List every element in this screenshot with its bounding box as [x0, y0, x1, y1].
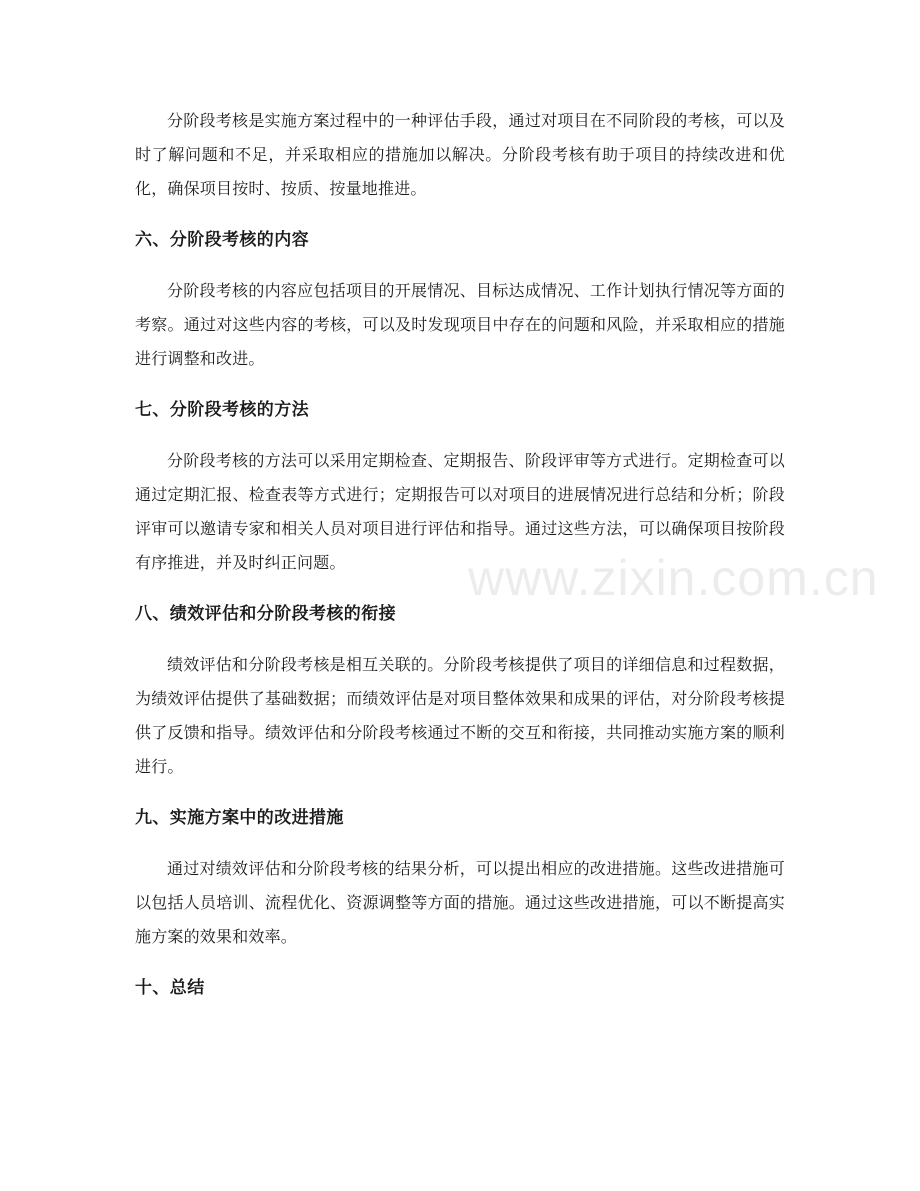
spacer — [135, 427, 785, 444]
watermark-text: www.zixin.com.cn — [468, 550, 879, 606]
section-paragraph-6: 分阶段考核的内容应包括项目的开展情况、目标达成情况、工作计划执行情况等方面的考察。通过对这些内容的考核，可以及时发现项目中存在的问题和风险，并采取相应的措施进行调整和改进。 — [135, 281, 785, 368]
spacer — [135, 954, 785, 971]
spacer — [135, 631, 785, 648]
spacer — [135, 206, 785, 223]
section-heading-10: 十、总结 — [135, 978, 205, 998]
section-paragraph-7: 分阶段考核的方法可以采用定期检查、定期报告、阶段评审等方式进行。定期检查可以通过定期汇报、检查表等方式进行；定期报告可以对项目的进展情况进行总结和分析；阶段评审可以邀请专家和相关人员对项目进行评估和指导。通过这些方法，可以确保项目按阶段有序推进，并及时纠正问题。 — [135, 451, 785, 572]
spacer — [135, 376, 785, 393]
intro-paragraph: 分阶段考核是实施方案过程中的一种评估手段，通过对项目在不同阶段的考核，可以及时了解问题和不足，并采取相应的措施加以解决。分阶段考核有助于项目的持续改进和优化，确保项目按时、按质、按量地推进。 — [135, 111, 785, 198]
section-heading-6: 六、分阶段考核的内容 — [135, 230, 309, 250]
spacer — [135, 257, 785, 274]
spacer — [135, 784, 785, 801]
spacer — [135, 835, 785, 852]
section-heading-9: 九、实施方案中的改进措施 — [135, 808, 344, 828]
section-paragraph-8: 绩效评估和分阶段考核是相互关联的。分阶段考核提供了项目的详细信息和过程数据，为绩效评估提供了基础数据；而绩效评估是对项目整体效果和成果的评估，对分阶段考核提供了反馈和指导。绩效评估和分阶段考核通过不断的交互和衔接，共同推动实施方案的顺利进行。 — [135, 655, 785, 776]
section-heading-7: 七、分阶段考核的方法 — [135, 400, 309, 420]
section-paragraph-9: 通过对绩效评估和分阶段考核的结果分析，可以提出相应的改进措施。这些改进措施可以包括人员培训、流程优化、资源调整等方面的措施。通过这些改进措施，可以不断提高实施方案的效果和效率。 — [135, 859, 785, 946]
section-heading-8: 八、绩效评估和分阶段考核的衔接 — [135, 604, 396, 624]
